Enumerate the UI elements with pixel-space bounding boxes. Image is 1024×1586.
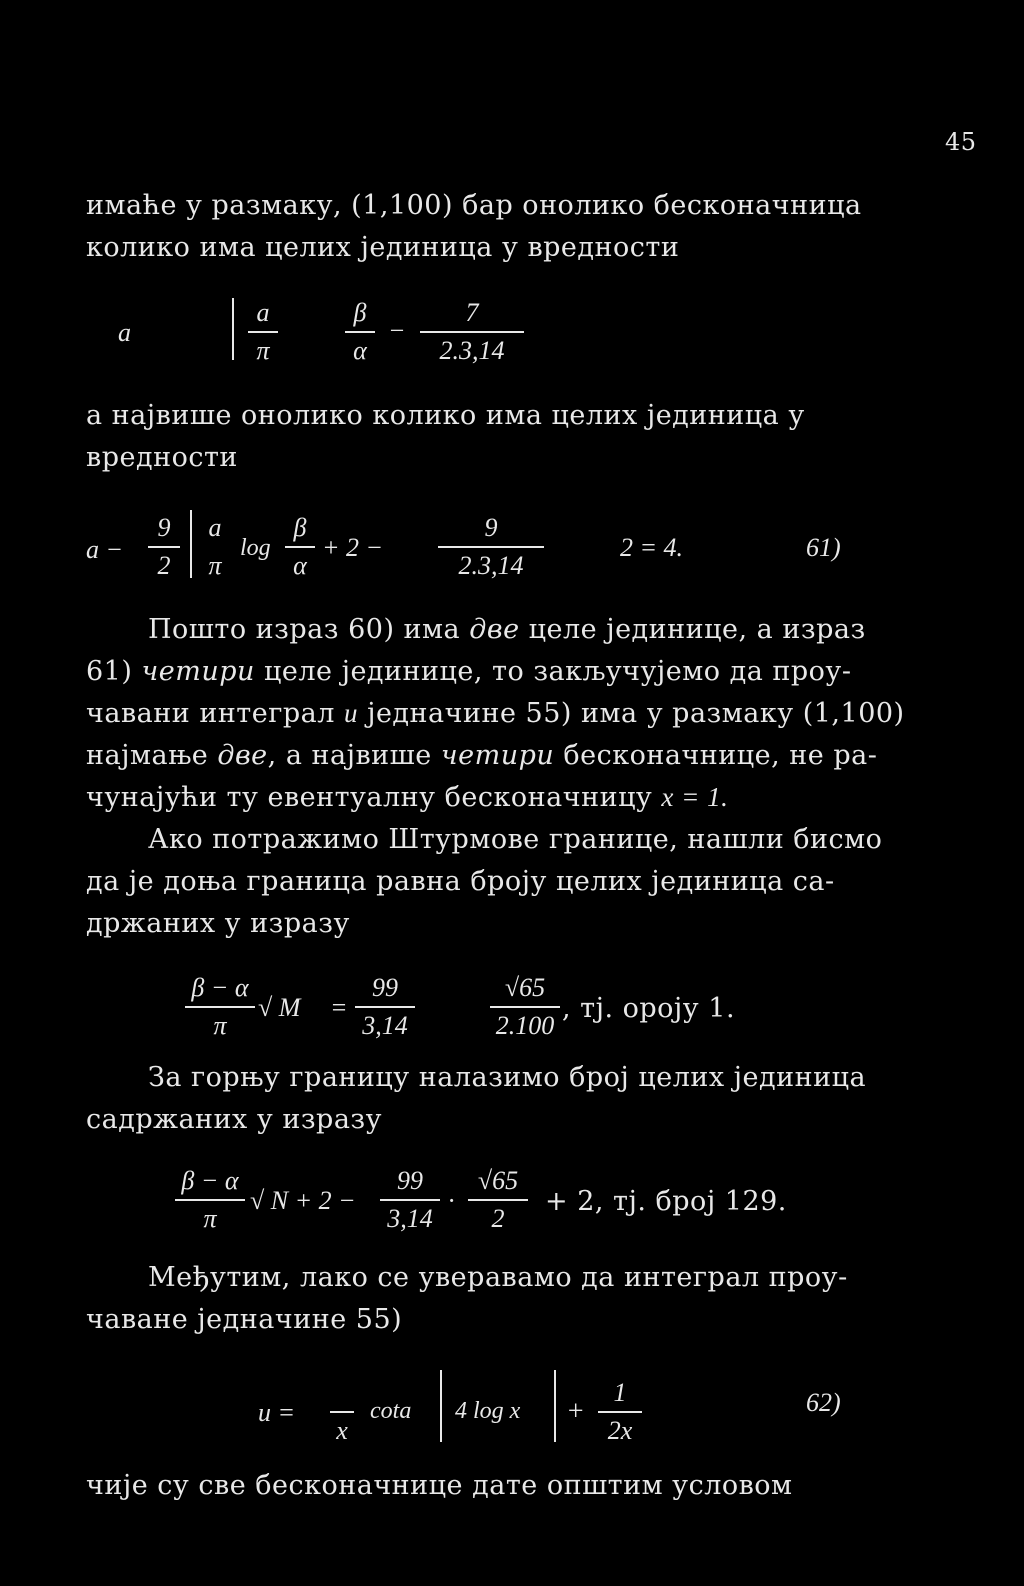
text-line: држаних у изразу	[86, 908, 350, 939]
fraction: 7 2.3,14	[420, 300, 524, 364]
text-line: чавани интеграл u једначине 55) има у размаку (1,100)	[86, 698, 905, 729]
text-line: Ако потражимо Штурмове границе, нашли бисмо	[148, 824, 883, 855]
text-line: чије су све бесконачнице дате општим условом	[86, 1470, 793, 1501]
text-line: чунајући ту евентуалну бесконачницу x = 1.	[86, 782, 729, 813]
text-line: вредности	[86, 442, 238, 473]
text-line: колико има целих јединица у вредности	[86, 232, 680, 263]
fraction: β − α π	[175, 1168, 245, 1232]
fraction: β α	[285, 515, 315, 579]
fraction: a π	[208, 513, 222, 580]
text-line: најмање две, а највише четири бесконачнице, не ра-	[86, 740, 878, 771]
fraction: √65 2	[468, 1168, 528, 1232]
page-number: 45	[945, 128, 977, 156]
text-line: 61) четири целе јединице, то закључујемо да проу-	[86, 656, 852, 687]
fraction: β − α π	[185, 975, 255, 1039]
text-line: имаће у размаку, (1,100) бар онолико бесконачница	[86, 190, 862, 221]
fraction: 9 2	[148, 515, 180, 579]
eval-bar	[190, 510, 192, 578]
text-line: да је доња граница равна броју целих јединица са-	[86, 866, 835, 897]
eq-label: 61)	[806, 533, 841, 562]
text-line: садржаних у изразу	[86, 1104, 383, 1135]
fraction: 9 2.3,14	[438, 515, 544, 579]
log-symbol: log	[240, 535, 271, 561]
sqrt-m: √ M	[258, 993, 301, 1022]
abs-content: 4 log x	[455, 1398, 521, 1424]
fraction: √65 2.100	[490, 975, 560, 1039]
fraction: 99 3,14	[355, 975, 415, 1039]
text-line: За горњу границу налазимо број целих јединица	[148, 1062, 867, 1093]
dot: ·	[448, 1186, 455, 1215]
minus-sign: −	[388, 316, 406, 345]
eq-lead: a −	[86, 535, 124, 564]
cota: cota	[370, 1398, 412, 1424]
eq-tail: , тј. ороју 1.	[562, 993, 736, 1024]
abs-bar-left	[440, 1370, 442, 1442]
plus-sign: +	[566, 1396, 585, 1427]
fraction: a π	[248, 300, 278, 364]
eval-bar	[232, 298, 234, 360]
fraction: x	[330, 1380, 354, 1444]
fraction: β α	[345, 300, 375, 364]
equals-sign: =	[330, 993, 348, 1022]
eq-lead: a	[118, 318, 131, 347]
eq-tail: + 2, тј. број 129.	[545, 1186, 787, 1217]
text-line: Међутим, лако се уверавамо да интеграл проу-	[148, 1262, 848, 1293]
eq-label: 62)	[806, 1388, 841, 1417]
eq-u: u =	[258, 1398, 296, 1427]
text-line: а највише онолико колико има целих јединица у	[86, 400, 805, 431]
abs-bar-right	[554, 1370, 556, 1442]
text-line: чаване једначине 55)	[86, 1304, 403, 1335]
eq-result: 2 = 4.	[620, 533, 684, 562]
text-line: Пошто израз 60) има две целе јединице, а израз	[148, 614, 866, 645]
eq-plus: + 2 −	[322, 533, 384, 562]
fraction: 99 3,14	[380, 1168, 440, 1232]
sqrt-n: √ N + 2 −	[250, 1186, 356, 1215]
fraction: 1 2x	[598, 1380, 642, 1444]
